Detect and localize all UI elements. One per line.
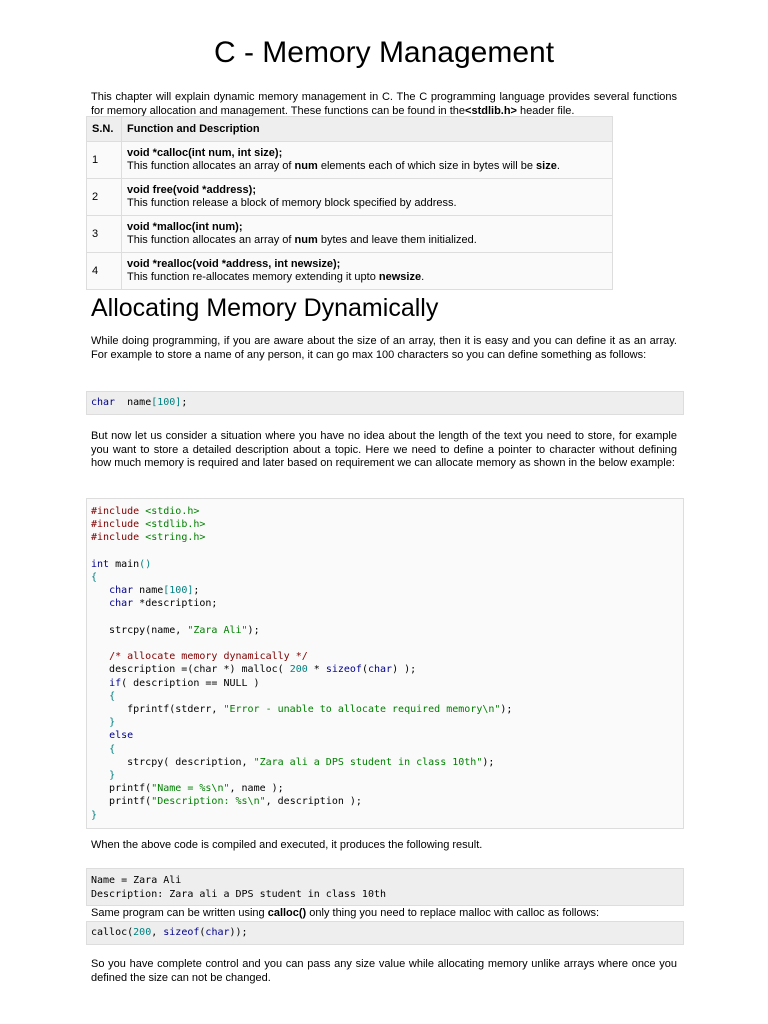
row-number: 1 [87, 142, 122, 179]
table-header-row [87, 117, 613, 142]
table-header-sn: S.N. [87, 117, 122, 142]
function-signature: void *malloc(int num); [127, 221, 243, 233]
function-signature: void *calloc(int num, int size); [127, 147, 283, 159]
function-cell [122, 216, 613, 253]
row-number: 4 [87, 253, 122, 290]
function-signature: void free(void *address); [127, 184, 256, 196]
row-number: 3 [87, 216, 122, 253]
function-description: This function re-allocates memory extending it upto newsize. [127, 271, 425, 283]
table-header-function: Function and Description [122, 117, 613, 142]
function-cell [122, 142, 613, 179]
intro-text-end: header file. [517, 104, 575, 117]
table-row [87, 179, 613, 216]
calloc-function-name: calloc() [267, 907, 307, 919]
function-description: This function allocates an array of num bytes and leave them initialized. [127, 234, 477, 246]
para4-text-end: only thing you need to replace malloc with calloc as follows: [306, 907, 600, 919]
function-cell [122, 253, 613, 290]
intro-paragraph [91, 91, 677, 118]
table-row [87, 142, 613, 179]
code-block-calloc: calloc(200, sizeof(char)); [86, 921, 684, 945]
paragraph-4 [91, 907, 677, 921]
code-block-declaration: char name[100]; [86, 391, 684, 415]
intro-text: This chapter will explain dynamic memory management in C. The C programming language provides several functions for memory allocation and management. These functions can be found in the [91, 91, 677, 117]
function-description: This function release a block of memory block specified by address. [127, 197, 457, 209]
function-description: This function allocates an array of num elements each of which size in bytes will be size. [127, 160, 560, 172]
paragraph-3: When the above code is compiled and executed, it produces the following result. [91, 839, 483, 851]
paragraph-5: So you have complete control and you can pass any size value while allocating memory unlike arrays where once you defined the size can not be changed. [91, 958, 677, 984]
table-row [87, 253, 613, 290]
page-title: C - Memory Management [213, 36, 555, 69]
row-number: 2 [87, 179, 122, 216]
code-block-example: #include <stdio.h> #include <stdlib.h> #include <string.h> int main() { char name[100]; char *description; strcpy(name, "Zara Ali"); /* allocate memory dynamically */ description =(char *) malloc( 200 * sizeof(char) ); if( description == NULL ) { fprintf(stderr, "Error - unable to allocate required memory\n"); } else { strcpy( description, "Zara ali a DPS student in class 10th"); } printf("Name = %s\n", name ); printf("Description: %s\n", description ); } [86, 498, 684, 829]
function-cell [122, 179, 613, 216]
paragraph-1: While doing programming, if you are aware about the size of an array, then it is easy and you can define it as an array. For example to store a name of any person, it can go max 100 characters so you can define something as follows: [91, 335, 677, 361]
output-block: Name = Zara Ali Description: Zara ali a DPS student in class 10th [86, 868, 684, 906]
functions-table [86, 116, 613, 290]
table-row [87, 216, 613, 253]
paragraph-2: But now let us consider a situation where you have no idea about the length of the text you need to store, for example you want to store a detailed description about a topic. Here we need to define a pointer to character without defining how much memory is required and later based on requirement we can allocate memory as shown in the below example: [91, 430, 677, 469]
function-signature: void *realloc(void *address, int newsize); [127, 258, 341, 270]
para4-text: Same program can be written using [91, 907, 268, 919]
section-heading: Allocating Memory Dynamically [91, 294, 439, 322]
header-file-name: <stdlib.h> [465, 104, 517, 117]
